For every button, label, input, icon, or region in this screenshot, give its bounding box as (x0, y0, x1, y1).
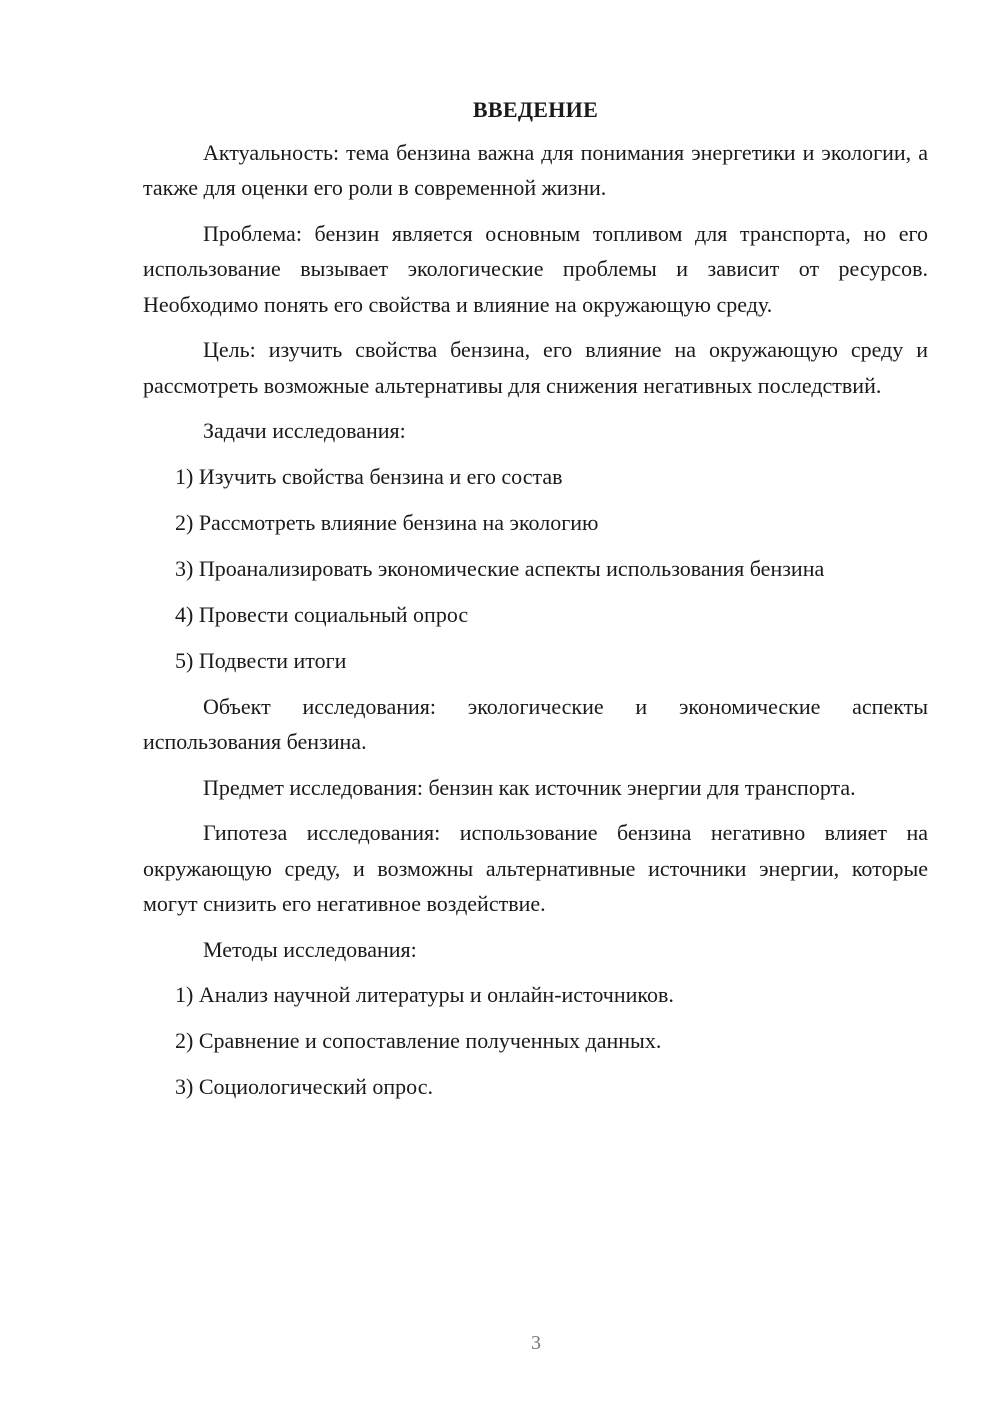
task-item: 5) Подвести итоги (175, 647, 347, 673)
goal-paragraph: Цель: изучить свойства бензина, его влияние на окружающую среду и рассмотреть возможные альтернативы для снижения негативных последствий. (143, 337, 928, 398)
relevance-paragraph: Актуальность: тема бензина важна для понимания энергетики и экологии, а также для оценки его роли в современной жизни. (143, 139, 928, 200)
method-item: 2) Сравнение и сопоставление полученных данных. (175, 1028, 662, 1053)
hypothesis-paragraph: Гипотеза исследования: использование бензина негативно влияет на окружающую среду, и возможны альтернативные источники энергии, которые могут снизить его негативное воздействие. (143, 820, 928, 916)
method-item: 3) Социологический опрос. (175, 1074, 433, 1099)
tasks-heading: Задачи исследования: (203, 418, 406, 443)
task-item: 4) Провести социальный опрос (175, 601, 469, 627)
page-number: 3 (531, 1332, 541, 1354)
page-title: ВВЕДЕНИЕ (472, 97, 599, 122)
methods-list (143, 977, 928, 1105)
task-item: 3) Проанализировать экономические аспекты использования бензина (175, 555, 825, 581)
problem-paragraph: Проблема: бензин является основным топливом для транспорта, но его использование вызывает экологические проблемы и зависит от ресурсов. Необходимо понять его свойства и влияние на окружающую среду. (143, 220, 928, 317)
object-paragraph: Объект исследования: экологические и экономические аспекты использования бензина. (143, 693, 928, 754)
methods-heading: Методы исследования: (203, 936, 417, 962)
method-item: 1) Анализ научной литературы и онлайн-источников. (175, 982, 674, 1007)
task-item: 2) Рассмотреть влияние бензина на экологию (175, 509, 599, 535)
subject-paragraph: Предмет исследования: бензин как источник энергии для транспорта. (203, 774, 856, 800)
page-content (143, 92, 928, 1115)
tasks-list (143, 459, 928, 679)
task-item: 1) Изучить свойства бензина и его состав (175, 463, 563, 489)
